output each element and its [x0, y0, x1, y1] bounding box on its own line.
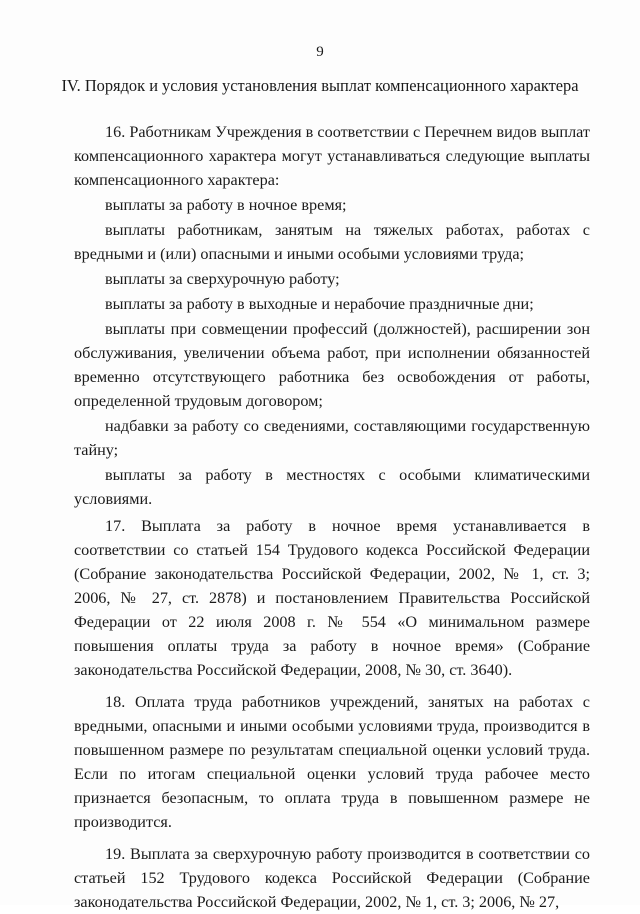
- list-item-climatic-conditions: выплаты за работу в местностях с особыми климатическими условиями.: [74, 466, 590, 508]
- list-item-hazardous-work: выплаты работникам, занятым на тяжелых работах, работах с вредными и (или) опасными и иными особыми условиями труда;: [74, 221, 590, 263]
- section-title: IV. Порядок и условия установления выплат компенсационного характера: [61, 76, 579, 95]
- list-item-combining-duties: выплаты при совмещении профессий (должностей), расширении зон обслуживания, увеличении объема работ, при исполнении обязанностей временно отсутствующего работника без освобождения от работы, определенной трудовым договором;: [74, 320, 590, 410]
- paragraph-17: 17. Выплата за работу в ночное время устанавливается в соответствии со статьей 154 Трудового кодекса Российской Федерации (Собрание законодательства Российской Федерации, 2002, № 1, ст. 3; 2006, № 27, ст. 2878) и постановлением Правительства Российской Федерации от 22 июля 2008 г. № 554 «О минимальном размере повышения оплаты труда за работу в ночное время» (Собрание законодательства Российской Федерации, 2008, № 30, ст. 3640).: [74, 517, 590, 679]
- page-number: 9: [316, 44, 324, 60]
- paragraph-18: 18. Оплата труда работников учреждений, занятых на работах с вредными, опасными и иными особыми условиями труда, производится в повышенном размере по результатам специальной оценки условий труда. Если по итогам специальной оценки условий труда рабочее место признается безопасным, то оплата труда в повышенном размере не производится.: [74, 693, 590, 831]
- list-item-overtime: выплаты за сверхурочную работу;: [105, 270, 340, 288]
- paragraph-16-intro: 16. Работникам Учреждения в соответствии с Перечнем видов выплат компенсационного характера могут устанавливаться следующие выплаты компенсационного характера:: [74, 123, 590, 189]
- list-item-state-secret: надбавки за работу со сведениями, составляющими государственную тайну;: [74, 417, 590, 459]
- list-item-night-work: выплаты за работу в ночное время;: [105, 196, 347, 214]
- paragraph-19: 19. Выплата за сверхурочную работу производится в соответствии со статьей 152 Трудового кодекса Российской Федерации (Собрание законодательства Российской Федерации, 2002, № 1, ст. 3; 2006, № 27,: [74, 845, 590, 911]
- document-body: [74, 120, 590, 914]
- list-item-weekends-holidays: выплаты за работу в выходные и нерабочие праздничные дни;: [105, 295, 534, 313]
